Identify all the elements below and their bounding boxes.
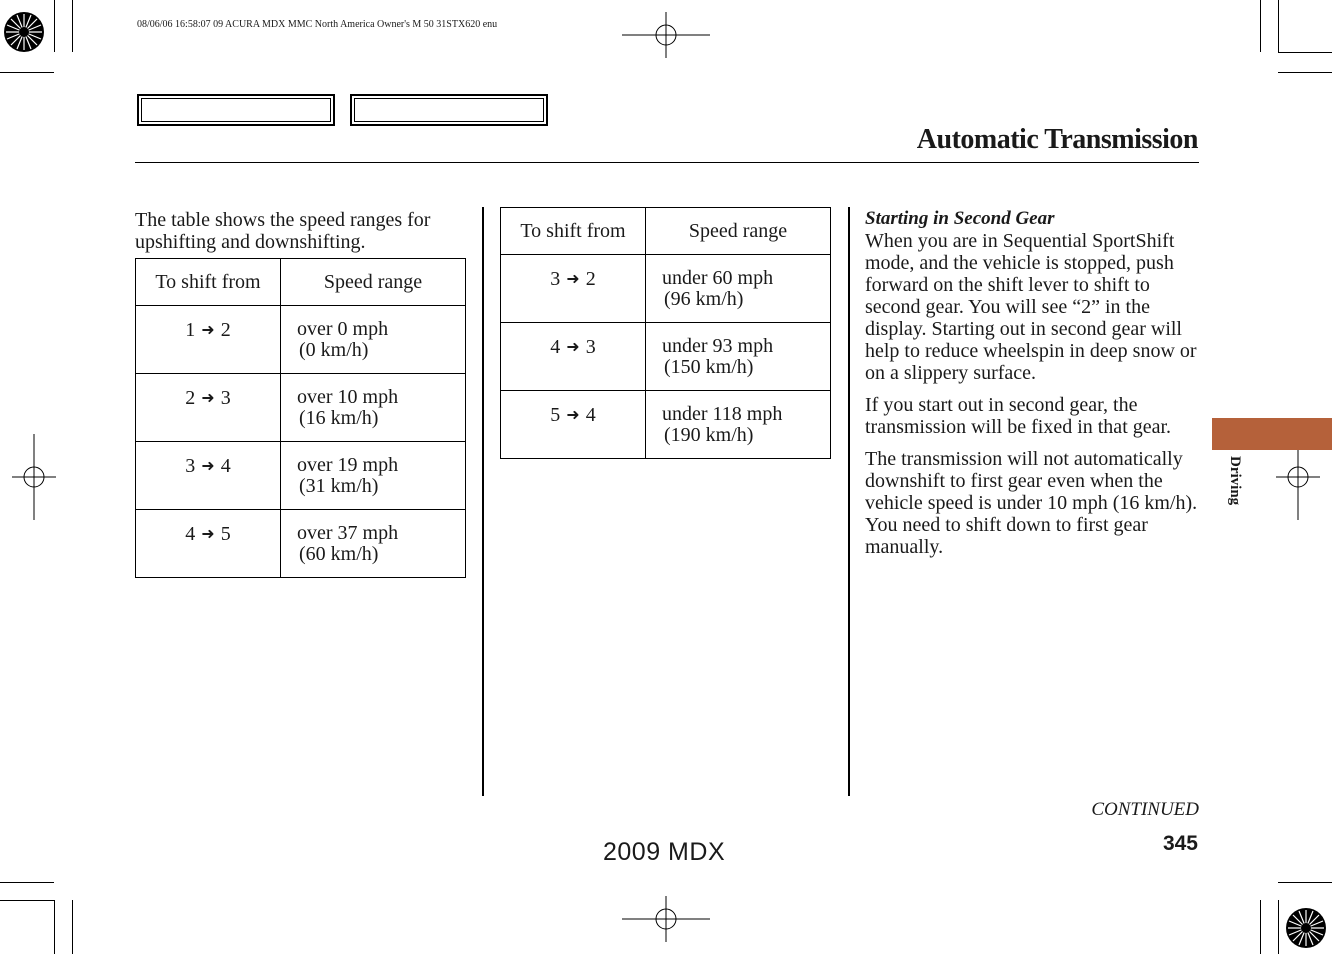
title-divider bbox=[135, 162, 1199, 163]
table-row bbox=[501, 391, 831, 459]
range-cell: under 118 mph (190 km/h) bbox=[646, 391, 831, 459]
arrow-right-icon: ➜ bbox=[201, 390, 215, 407]
continued-label: CONTINUED bbox=[1091, 799, 1199, 820]
crosshair-icon bbox=[12, 434, 56, 520]
shift-cell: 5 ➜ 4 bbox=[501, 391, 646, 459]
range-cell: under 93 mph (150 km/h) bbox=[646, 323, 831, 391]
nav-box-left[interactable] bbox=[137, 94, 335, 126]
intro-text: The table shows the speed ranges for upshifting and downshifting. bbox=[135, 209, 431, 253]
print-metadata: 08/06/06 16:58:07 09 ACURA MDX MMC North America Owner's M 50 31STX620 enu bbox=[137, 19, 498, 30]
range-cell: over 0 mph (0 km/h) bbox=[281, 306, 466, 374]
model-label: 2009 MDX bbox=[603, 838, 726, 866]
table-row bbox=[136, 510, 466, 578]
section-tab-label: Driving bbox=[1227, 456, 1243, 506]
range-cell: over 37 mph (60 km/h) bbox=[281, 510, 466, 578]
table-header-row bbox=[501, 208, 831, 255]
range-cell: over 10 mph (16 km/h) bbox=[281, 374, 466, 442]
shift-cell: 3 ➜ 2 bbox=[501, 255, 646, 323]
downshift-table bbox=[500, 207, 831, 459]
header-shift-from: To shift from bbox=[501, 208, 646, 255]
arrow-right-icon: ➜ bbox=[201, 458, 215, 475]
shift-cell: 4 ➜ 3 bbox=[501, 323, 646, 391]
registration-target-icon bbox=[2, 10, 46, 54]
page-number: 345 bbox=[1162, 832, 1198, 855]
header-speed-range: Speed range bbox=[646, 208, 831, 255]
arrow-right-icon: ➜ bbox=[566, 271, 580, 288]
second-gear-section bbox=[865, 208, 1205, 568]
arrow-right-icon: ➜ bbox=[201, 322, 215, 339]
arrow-right-icon: ➜ bbox=[566, 407, 580, 424]
table-row bbox=[136, 306, 466, 374]
column-divider bbox=[482, 207, 484, 796]
section-paragraph: When you are in Sequential SportShift mode, and the vehicle is stopped, push forward on the shift lever to shift to second gear. You will see “2” in the display. Starting out in second gear will help to reduce wheelspin in deep snow or on a slippery surface. bbox=[865, 230, 1197, 384]
range-cell: under 60 mph (96 km/h) bbox=[646, 255, 831, 323]
upshift-table bbox=[135, 258, 466, 578]
shift-cell: 4 ➜ 5 bbox=[136, 510, 281, 578]
column-divider bbox=[848, 207, 850, 796]
section-paragraph: The transmission will not automatically downshift to first gear even when the vehicle speed is under 10 mph (16 km/h). You need to shift down to first gear manually. bbox=[865, 448, 1198, 558]
nav-box-right[interactable] bbox=[350, 94, 548, 126]
section-heading: Starting in Second Gear bbox=[865, 208, 1055, 229]
header-shift-from: To shift from bbox=[136, 259, 281, 306]
shift-cell: 3 ➜ 4 bbox=[136, 442, 281, 510]
header-speed-range: Speed range bbox=[281, 259, 466, 306]
crosshair-icon bbox=[622, 896, 710, 942]
table-row bbox=[501, 255, 831, 323]
arrow-right-icon: ➜ bbox=[566, 339, 580, 356]
table-row bbox=[136, 374, 466, 442]
range-cell: over 19 mph (31 km/h) bbox=[281, 442, 466, 510]
table-header-row bbox=[136, 259, 466, 306]
crosshair-icon bbox=[622, 12, 710, 58]
table-row bbox=[136, 442, 466, 510]
shift-cell: 1 ➜ 2 bbox=[136, 306, 281, 374]
section-tab[interactable] bbox=[1212, 418, 1332, 450]
registration-target-icon bbox=[1284, 906, 1328, 950]
section-paragraph: If you start out in second gear, the transmission will be fixed in that gear. bbox=[865, 394, 1172, 438]
arrow-right-icon: ➜ bbox=[201, 526, 215, 543]
shift-cell: 2 ➜ 3 bbox=[136, 374, 281, 442]
page-title: Automatic Transmission bbox=[916, 124, 1198, 155]
table-row bbox=[501, 323, 831, 391]
